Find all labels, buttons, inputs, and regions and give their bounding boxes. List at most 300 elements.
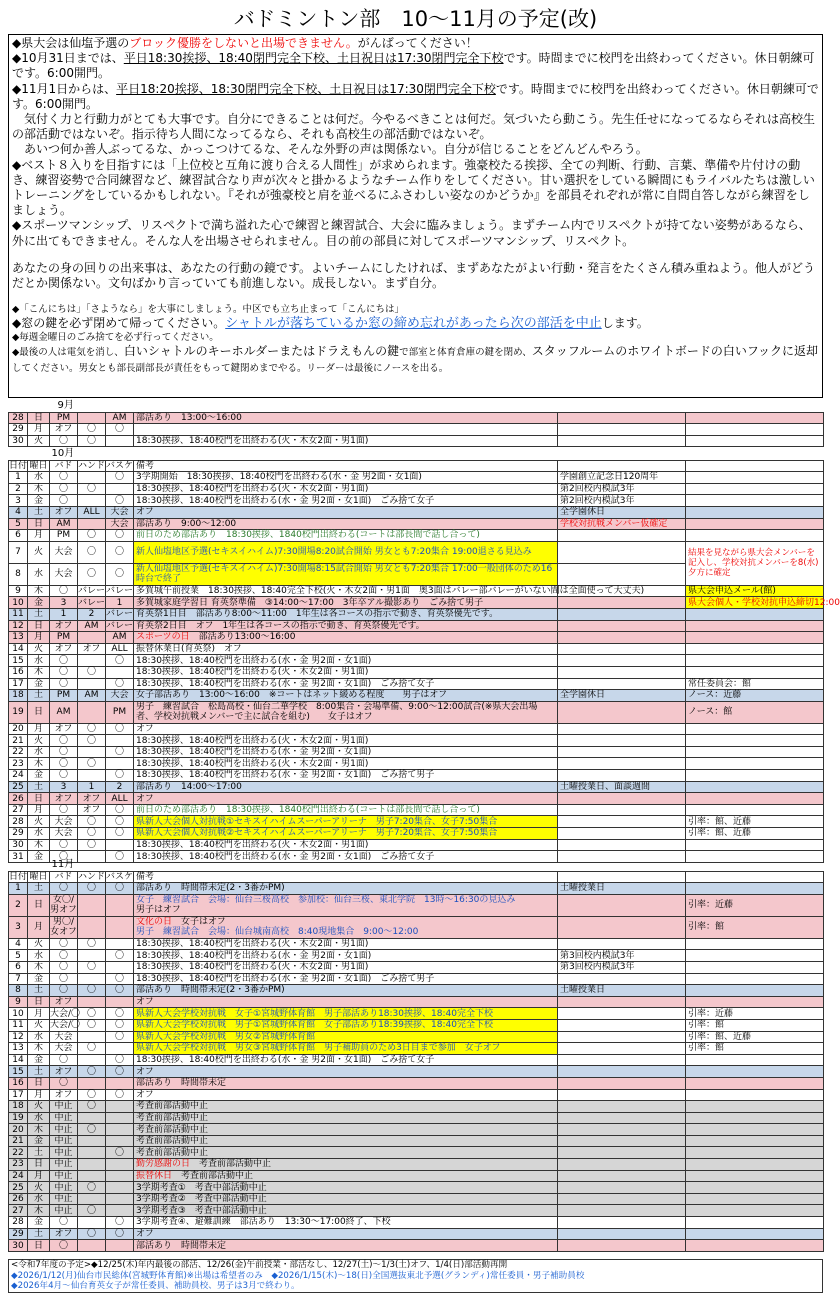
row-remark	[686, 632, 824, 644]
table-row	[9, 701, 824, 723]
row-basketball: 〇	[106, 723, 134, 735]
row-note: 県新人大会学校対抗戦 女子①宮城野体育館 男子部活あり18:30挨拶、18:40完全下校	[134, 1008, 558, 1020]
row-note: 部活あり 時間帯未定(2・3番かPM)	[134, 883, 558, 895]
row-date: 30	[9, 435, 28, 447]
row-weekday: 火	[28, 1019, 50, 1031]
row-event	[558, 530, 686, 542]
row-note: オフ	[134, 793, 558, 805]
row-note: 部活あり 時間帯未定	[134, 1240, 558, 1252]
table-row	[9, 770, 824, 782]
row-basketball: 〇	[106, 655, 134, 667]
table-header	[9, 460, 824, 472]
row-basketball: 〇	[106, 973, 134, 985]
row-badminton: 中止	[50, 1182, 78, 1194]
row-badminton: PM	[50, 690, 78, 702]
row-badminton: 〇	[50, 961, 78, 973]
row-handball: AM	[78, 690, 106, 702]
row-event	[558, 435, 686, 447]
row-badminton: PM	[50, 530, 78, 542]
table-row	[9, 1147, 824, 1159]
table-row	[9, 985, 824, 997]
row-basketball: 〇	[106, 851, 134, 863]
row-note: 新人仙塩地区予選(セキスイハイム)7:30開場8:15試合開始 男女とも7:20集合 17:00一般団体のため16時台で終了	[134, 563, 558, 585]
row-note: 県新人大会学校対抗戦 男子①宮城野体育館 女子部活あり18:39挨拶、18:40完全下校	[134, 1019, 558, 1031]
row-event: 学校対抗戦メンバー仮確定	[558, 518, 686, 530]
row-basketball: 〇	[106, 1228, 134, 1240]
row-weekday: 月	[28, 424, 50, 436]
row-basketball: バレー	[106, 586, 134, 597]
row-remark	[686, 1217, 824, 1229]
row-handball	[78, 1147, 106, 1159]
row-badminton: 〇	[50, 770, 78, 782]
row-badminton: 〇	[50, 950, 78, 962]
row-weekday: 木	[28, 483, 50, 495]
col-badminton: バド	[50, 460, 78, 472]
row-note: 18:30挨拶、18:40校門を出終わる(火・木女2面・男1面)	[134, 735, 558, 747]
month-label-oct: 10月	[51, 448, 75, 460]
footer-notes	[8, 1259, 823, 1293]
table-row	[9, 585, 824, 597]
row-handball	[78, 770, 106, 782]
row-handball: 〇	[78, 1205, 106, 1217]
row-handball: 〇	[78, 541, 106, 563]
row-date: 4	[9, 506, 28, 518]
row-note: 18:30挨拶、18:40校門を出終わる(水・金 男2面・女1面) ごみ捨て女子	[134, 1054, 558, 1066]
row-date: 29	[9, 1228, 28, 1240]
table-row	[9, 483, 824, 495]
row-basketball	[106, 735, 134, 747]
row-badminton: AM	[50, 518, 78, 530]
row-handball: オフ	[78, 643, 106, 655]
table-row	[9, 541, 824, 563]
footer-line-1: <令和7年度の予定>◆12/25(木)年内最後の部活、12/26(金)午前授業・部活なし、12/27(土)～1/3(土)オフ、1/4(日)部活動再開	[11, 1260, 508, 1270]
col-date: 日付	[9, 871, 28, 882]
row-handball: バレー	[78, 597, 106, 608]
row-remark	[686, 793, 824, 805]
row-handball: ALL	[78, 506, 106, 518]
row-remark: 県大会申込メール(館)	[686, 585, 824, 597]
row-event	[558, 1217, 686, 1229]
row-remark	[686, 938, 824, 950]
row-remark	[686, 770, 824, 782]
row-remark	[686, 1077, 824, 1089]
notice-nov-schedule: ◆11月1日からは、平日18:20挨拶、18:30閉門完全下校、土日祝日は17:30閉門完全下校です。時間までに校門を出終わってください。休日朝練可です。6:00開門。	[12, 81, 819, 111]
row-date: 23	[9, 1159, 28, 1171]
row-basketball: AM	[106, 412, 134, 424]
row-remark: 引率：館	[686, 1043, 824, 1055]
row-basketball: 〇	[106, 472, 134, 484]
row-weekday: 火	[28, 541, 50, 563]
row-event	[558, 758, 686, 770]
row-remark	[686, 1089, 824, 1101]
row-weekday: 金	[28, 1217, 50, 1229]
row-basketball	[106, 1043, 134, 1055]
row-weekday: 水	[28, 655, 50, 667]
table-row	[9, 597, 824, 609]
row-badminton: 〇	[50, 678, 78, 690]
row-event	[558, 541, 686, 563]
row-note: オフ	[134, 723, 558, 735]
row-badminton: 大会	[50, 563, 78, 585]
row-badminton: 中止	[50, 1193, 78, 1205]
row-weekday: 月	[28, 632, 50, 644]
row-event	[558, 1135, 686, 1147]
row-event	[558, 973, 686, 985]
row-handball	[78, 655, 106, 667]
row-date: 17	[9, 678, 28, 690]
row-event	[558, 620, 686, 632]
row-note: オフ	[134, 506, 558, 518]
row-event: 第3回校内模試3年	[558, 961, 686, 973]
row-remark	[686, 412, 824, 424]
row-note: 18:30挨拶、18:40校門を出終わる(水・金 男2面・女1面) ごみ捨て男子	[134, 973, 558, 985]
row-badminton: 〇	[50, 804, 78, 816]
row-handball: 〇	[78, 938, 106, 950]
row-weekday: 木	[28, 1124, 50, 1136]
row-date: 30	[9, 839, 28, 851]
row-remark	[686, 608, 824, 620]
row-handball: オフ	[78, 793, 106, 805]
row-badminton: 中止	[50, 1159, 78, 1171]
row-weekday: 水	[28, 472, 50, 484]
row-note: 部活あり 13:00～16:00	[134, 412, 558, 424]
notice-best8: ◆ベスト８入りを目指すには「上位校と互角に渡り合える人間性」が求められます。強豪校たる挨拶、全ての判断、行動、言葉、準備や片付けの動き、練習姿勢で合同練習など、練習試合なり声が次々と掛かるようなチーム作りをしてください。甘い選択をしている瞬間にもライバルたちは激しいトレーニングをしているかもしれない。『それが強豪校と肩を並べるにふさわしい姿なのかどうか』を部員それぞれが常に自問自答しながら練習をしましょう。	[12, 157, 815, 218]
row-weekday: 木	[28, 666, 50, 678]
row-weekday: 金	[28, 1054, 50, 1066]
row-handball: 2	[78, 608, 106, 620]
row-note: オフ	[134, 1089, 558, 1101]
row-event	[558, 655, 686, 667]
row-badminton: 大会/〇	[50, 1020, 81, 1031]
table-row	[9, 1159, 824, 1171]
row-basketball	[106, 1182, 134, 1194]
row-badminton: PM	[50, 632, 78, 644]
row-date: 31	[9, 851, 28, 863]
row-badminton: 中止	[50, 1112, 78, 1124]
row-weekday: 日	[28, 1159, 50, 1171]
row-date: 3	[9, 916, 28, 938]
row-handball	[78, 472, 106, 484]
row-badminton: オフ	[50, 506, 78, 518]
table-row	[9, 424, 824, 436]
row-weekday: 金	[28, 851, 50, 863]
row-badminton: 〇	[50, 1054, 78, 1066]
row-basketball: PM	[106, 701, 134, 723]
row-event	[558, 793, 686, 805]
row-note: 多賀城午前授業 18:30挨拶、18:40完全下校(火・木女2面・男1面 奥3面はバレー部バレーがいない間は全面使って大丈夫)	[134, 585, 558, 597]
notice-believe: あいつ何か善人ぶってるな、かっこつけてるな、そんな外野の声は関係ない。自分が信じることをどんどんやろう。	[12, 142, 648, 157]
row-remark	[686, 985, 824, 997]
row-remark	[686, 666, 824, 678]
row-event	[558, 1019, 686, 1031]
col-handball: ハンド	[78, 460, 106, 471]
row-badminton: 中止	[50, 1135, 78, 1147]
row-remark: ノース：近藤	[686, 690, 824, 702]
row-remark: 引率：館、近藤	[686, 828, 824, 840]
row-note: 3学期開始 18:30挨拶、18:40校門を出終わる(水・金 男2面・女1面)	[134, 472, 558, 484]
table-row	[9, 1240, 824, 1252]
row-handball: 〇	[78, 883, 106, 895]
row-event	[558, 597, 686, 609]
row-note	[134, 424, 558, 436]
row-date: 9	[9, 585, 28, 597]
row-event	[558, 666, 686, 678]
row-weekday: 火	[28, 435, 50, 447]
row-remark	[686, 1124, 824, 1136]
row-remark	[686, 961, 824, 973]
notice-mirror: あなたの身の回りの出来事は、あなたの行動の鏡です。よいチームにしたければ、まずあなたがよい行動・発言をたくさん積み重ねよう。他人がどうだとか関係ない。文句ばかり言っていても前進しない。成長しない。まず自分。	[12, 260, 816, 291]
row-remark	[686, 1193, 824, 1205]
row-badminton: 〇	[50, 973, 78, 985]
row-remark	[686, 950, 824, 962]
row-basketball: 〇	[106, 495, 134, 507]
row-basketball	[106, 1101, 134, 1113]
row-remark	[686, 424, 824, 436]
row-weekday: 木	[28, 758, 50, 770]
row-basketball	[106, 1205, 134, 1217]
row-handball: 〇	[78, 985, 106, 997]
row-remark	[686, 655, 824, 667]
row-basketball: 〇	[106, 530, 134, 542]
row-badminton: オフ	[50, 620, 78, 632]
row-badminton: 〇	[50, 938, 78, 950]
row-basketball	[106, 1135, 134, 1147]
row-event	[558, 804, 686, 816]
row-weekday: 土	[28, 690, 50, 702]
row-date: 11	[9, 1019, 28, 1031]
row-date: 26	[9, 793, 28, 805]
row-handball	[78, 894, 106, 916]
row-basketball	[106, 839, 134, 851]
row-basketball: 〇	[106, 1019, 134, 1031]
row-badminton: 大会	[50, 541, 78, 563]
row-basketball: バレー	[106, 609, 134, 620]
footer-line-2: ◆2026/1/12(月)仙台市民総体(宮城野体育館)※出場は希望者のみ ◆2026/1/15(木)～18(日)全国選抜東北予選(グランディ)常任委員・男子補助員校	[11, 1270, 585, 1281]
row-weekday: 月	[28, 1008, 50, 1020]
table-row	[9, 894, 824, 916]
row-note: オフ	[134, 1228, 558, 1240]
row-note: 育英祭1日目 部活あり8:00～11:00 1年生は各コースの指示で動き、育英祭優先です。	[134, 608, 558, 620]
row-basketball: 〇	[106, 746, 134, 758]
row-badminton: 〇	[50, 1240, 78, 1252]
row-note: 県新人大会個人対抗戦②セキスイハイムスーパーアリーナ 男子7:20集合、女子7:50集合	[134, 828, 558, 840]
row-weekday: 土	[28, 608, 50, 620]
col-date: 日付	[9, 460, 28, 471]
row-badminton: 3	[50, 597, 78, 609]
row-weekday: 水	[28, 950, 50, 962]
row-remark	[686, 472, 824, 484]
row-event	[558, 632, 686, 644]
row-date: 24	[9, 1170, 28, 1182]
row-handball	[78, 746, 106, 758]
table-row	[9, 690, 824, 702]
row-remark	[686, 1228, 824, 1240]
row-handball: 〇	[78, 483, 106, 495]
col-handball: ハンド	[78, 871, 106, 882]
row-badminton: 中止	[50, 1170, 78, 1182]
table-row	[9, 1054, 824, 1066]
row-note: 18:30挨拶、18:40校門を出終わる(火・木女2面・男1面)	[134, 483, 558, 495]
row-remark	[686, 483, 824, 495]
row-event: 全学園休日	[558, 506, 686, 518]
row-note: 女子部活あり 13:00～16:00 ※コートはネット緩める程度 男子はオフ	[134, 690, 558, 702]
row-badminton: 大会	[50, 816, 78, 828]
footer-line-3: ◆2026年4月～仙台育英女子が常任委員、補助員校、男子は3月で終わり。	[11, 1281, 300, 1291]
row-note: 振替休日 考査前部活動中止	[134, 1170, 558, 1182]
row-basketball: 〇	[106, 804, 134, 816]
row-note: 3学期考査② 考査中部活動中止	[134, 1193, 558, 1205]
table-row	[9, 758, 824, 770]
table-row	[9, 643, 824, 655]
row-handball	[78, 518, 106, 530]
table-row	[9, 678, 824, 690]
row-date: 26	[9, 1193, 28, 1205]
row-badminton: 〇	[50, 585, 78, 597]
table-row	[9, 781, 824, 793]
row-basketball: 大会	[106, 518, 134, 530]
row-handball	[78, 1077, 106, 1089]
row-note: 県新人大会学校対抗戦 男女③宮城野体育館 男子補助員のため3日目まで参加 女子オフ	[134, 1043, 558, 1055]
row-date: 30	[9, 1240, 28, 1252]
row-handball	[78, 1193, 106, 1205]
row-badminton: 中止	[50, 1147, 78, 1159]
row-event	[558, 412, 686, 424]
row-note: スポーツの日 部活あり13:00～16:00	[134, 632, 558, 644]
row-note: 18:30挨拶、18:40校門を出終わる(水・金 男2面・女1面) ごみ捨て女子	[134, 495, 558, 507]
table-row	[9, 632, 824, 644]
row-date: 22	[9, 1147, 28, 1159]
row-event: 土曜授業日	[558, 883, 686, 895]
table-row	[9, 793, 824, 805]
row-weekday: 火	[28, 1182, 50, 1194]
row-date: 15	[9, 655, 28, 667]
row-date: 10	[9, 597, 28, 609]
row-date: 4	[9, 938, 28, 950]
row-handball: 〇	[78, 424, 106, 436]
row-basketball: 〇	[106, 1031, 134, 1043]
table-row	[9, 412, 824, 424]
table-header	[9, 871, 824, 883]
row-date: 28	[9, 412, 28, 424]
col-basketball: バスケ	[106, 871, 134, 882]
table-row	[9, 1205, 824, 1217]
row-remark	[686, 804, 824, 816]
row-date: 7	[9, 541, 28, 563]
row-weekday: 木	[28, 1205, 50, 1217]
row-remark	[686, 1066, 824, 1078]
col-note: 備考	[134, 460, 558, 472]
row-event	[558, 1101, 686, 1113]
row-event	[558, 701, 686, 723]
september-table	[8, 401, 824, 447]
row-date: 8	[9, 985, 28, 997]
row-date: 7	[9, 973, 28, 985]
row-date: 14	[9, 643, 28, 655]
row-basketball: 大会	[106, 506, 134, 518]
row-weekday: 木	[28, 1043, 50, 1055]
row-note: 前日のため部活あり 18:30挨拶、1840校門出終わる(コートは部長間で話し合って)	[134, 804, 558, 816]
row-remark	[686, 1240, 824, 1252]
row-date: 29	[9, 424, 28, 436]
row-weekday: 土	[28, 506, 50, 518]
table-row	[9, 828, 824, 840]
row-weekday: 日	[28, 1240, 50, 1252]
row-basketball: 〇	[106, 828, 134, 840]
row-date: 18	[9, 1101, 28, 1113]
row-basketball: 〇	[106, 563, 134, 585]
row-event	[558, 678, 686, 690]
row-basketball: 〇	[106, 678, 134, 690]
row-event	[558, 816, 686, 828]
row-note: 18:30挨拶、18:40校門を出終わる(水・金 男2面・女1面)	[134, 655, 558, 667]
row-note: 部活あり 9:00～12:00	[134, 518, 558, 530]
row-handball	[78, 1031, 106, 1043]
notice-tournament: ◆県大会は仙塩予選のブロック優勝をしないと出場できません。がんばってください！	[12, 36, 478, 50]
row-remark	[686, 1135, 824, 1147]
table-row	[9, 1193, 824, 1205]
row-weekday: 金	[28, 678, 50, 690]
row-badminton: 〇	[50, 735, 78, 747]
row-handball: 〇	[78, 435, 106, 447]
row-note: 女子 練習試合 会場：仙台三桜高校 参加校：仙台三桜、東北学院 13時～16:30の見込み 男子はオフ	[134, 894, 558, 916]
row-note: 文化の日 女子はオフ 男子 練習試合 会場：仙台城南高校 8:40現地集合 9:00～12:00	[134, 916, 558, 938]
row-basketball: 〇	[106, 950, 134, 962]
row-basketball	[106, 916, 134, 938]
row-badminton: 大会/〇	[50, 1008, 81, 1019]
row-event	[558, 828, 686, 840]
page-title: バドミントン部 10～11月の予定(改)	[233, 7, 598, 31]
row-event: 土曜授業日、面談週間	[558, 781, 686, 793]
row-handball	[78, 632, 106, 644]
row-handball: 〇	[78, 735, 106, 747]
row-badminton: 大会	[50, 1043, 78, 1055]
row-badminton: 大会	[50, 1031, 78, 1043]
row-date: 6	[9, 530, 28, 542]
row-handball	[78, 1217, 106, 1229]
row-weekday: 土	[28, 883, 50, 895]
row-event	[558, 746, 686, 758]
row-remark: 引率：館、近藤	[686, 1031, 824, 1043]
row-event	[558, 1112, 686, 1124]
row-event	[558, 894, 686, 916]
row-badminton: 3	[50, 781, 78, 793]
row-weekday: 火	[28, 816, 50, 828]
table-row	[9, 1124, 824, 1136]
row-remark	[686, 1147, 824, 1159]
row-remark	[686, 620, 824, 632]
row-basketball: 〇	[106, 1147, 134, 1159]
row-date: 21	[9, 735, 28, 747]
row-event: 第2回校内模試3年	[558, 495, 686, 507]
row-remark: 引率：近藤	[686, 894, 824, 916]
notice-greeting: ◆「こんにちは」「さようなら」を大事にしましょう。中区でも立ち止まって「こんにちは」	[12, 304, 405, 316]
col-weekday: 曜日	[29, 871, 48, 882]
row-date: 5	[9, 518, 28, 530]
row-badminton: 〇	[50, 1217, 78, 1229]
row-event	[558, 1124, 686, 1136]
row-remark	[686, 1205, 824, 1217]
row-badminton: オフ	[50, 996, 78, 1008]
row-basketball	[106, 1077, 134, 1089]
row-note: 県新人大会学校対抗戦 男女②宮城野体育館	[134, 1031, 558, 1043]
row-basketball: 〇	[106, 816, 134, 828]
row-event	[558, 1066, 686, 1078]
table-row	[9, 1043, 824, 1055]
row-handball	[78, 973, 106, 985]
notice-garbage: ◆毎週金曜日のごみ捨てを必ず行ってください。	[12, 332, 219, 344]
row-basketball: 〇	[106, 1089, 134, 1101]
row-event	[558, 1054, 686, 1066]
